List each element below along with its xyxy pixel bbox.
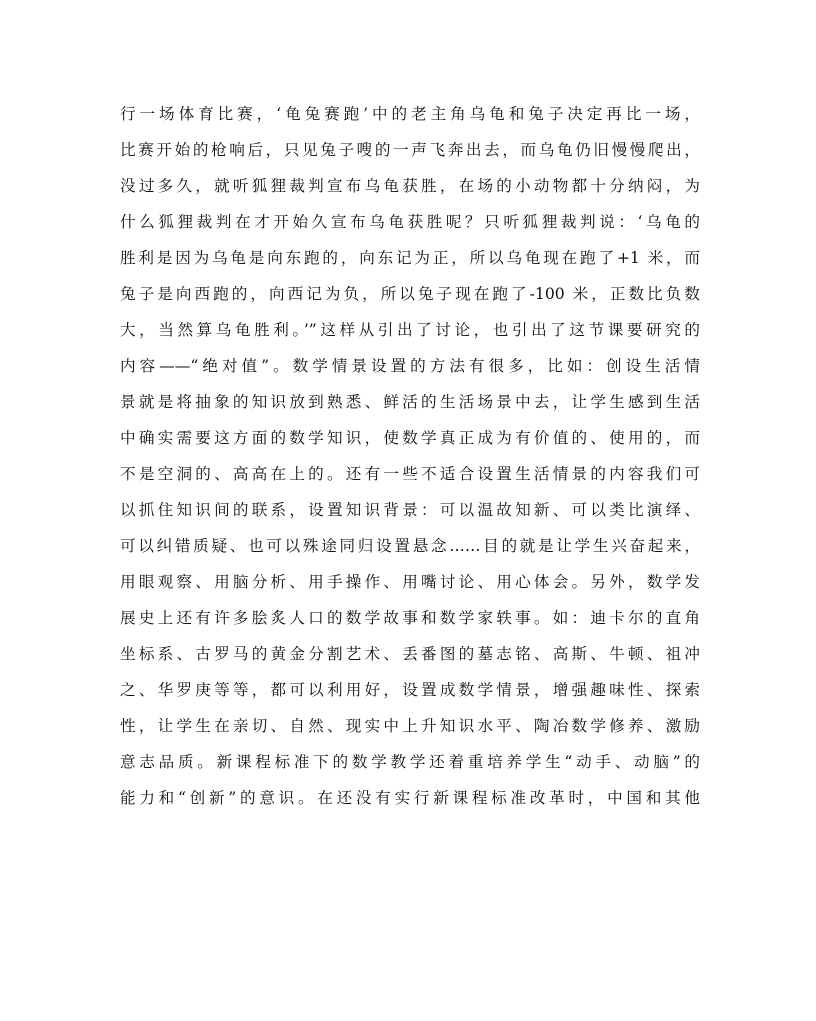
text-line: 之、华罗庚等等，都可以利用好，设置成数学情景，增强趣味性、探索 [120, 681, 700, 699]
text-line: 兔子是向西跑的，向西记为负，所以兔子现在跑了-100 米，正数比负数 [120, 285, 700, 303]
text-line: 比赛开始的枪响后，只见兔子嗖的一声飞奔出去，而乌龟仍旧慢慢爬出， [120, 141, 700, 159]
text-line: 能力和“创新”的意识。在还没有实行新课程标准改革时，中国和其他 [120, 789, 700, 807]
text-line: 胜利是因为乌龟是向东跑的，向东记为正，所以乌龟现在跑了+1 米，而 [120, 249, 700, 267]
text-line: 没过多久，就听狐狸裁判宣布乌龟获胜，在场的小动物都十分纳闷，为 [120, 177, 700, 195]
text-line: 坐标系、古罗马的黄金分割艺术、丢番图的墓志铭、高斯、牛顿、祖冲 [120, 645, 700, 663]
text-line: 展史上还有许多脍炙人口的数学故事和数学家轶事。如：迪卡尔的直角 [120, 609, 700, 627]
body-paragraph [120, 96, 700, 816]
text-line: 大，当然算乌龟胜利。’”这样从引出了讨论，也引出了这节课要研究的 [120, 321, 700, 339]
text-line: 意志品质。新课程标准下的数学教学还着重培养学生“动手、动脑”的 [120, 753, 700, 771]
text-line: 性，让学生在亲切、自然、现实中上升知识水平、陶冶数学修养、激励 [120, 717, 700, 735]
text-line: 可以纠错质疑、也可以殊途同归设置悬念……目的就是让学生兴奋起来， [120, 537, 700, 555]
text-line: 内容——“绝对值”。数学情景设置的方法有很多，比如：创设生活情 [120, 357, 700, 375]
text-line: 景就是将抽象的知识放到熟悉、鲜活的生活场景中去，让学生感到生活 [120, 393, 700, 411]
text-line: 行一场体育比赛，‘龟兔赛跑’中的老主角乌龟和兔子决定再比一场， [120, 105, 700, 123]
text-line: 用眼观察、用脑分析、用手操作、用嘴讨论、用心体会。另外，数学发 [120, 573, 700, 591]
text-line: 中确实需要这方面的数学知识，使数学真正成为有价值的、使用的，而 [120, 429, 700, 447]
text-line: 什么狐狸裁判在才开始久宣布乌龟获胜呢？只听狐狸裁判说：‘乌龟的 [120, 213, 700, 231]
text-line: 不是空洞的、高高在上的。还有一些不适合设置生活情景的内容我们可 [120, 465, 700, 483]
text-line: 以抓住知识间的联系，设置知识背景：可以温故知新、可以类比演绎、 [120, 501, 700, 519]
